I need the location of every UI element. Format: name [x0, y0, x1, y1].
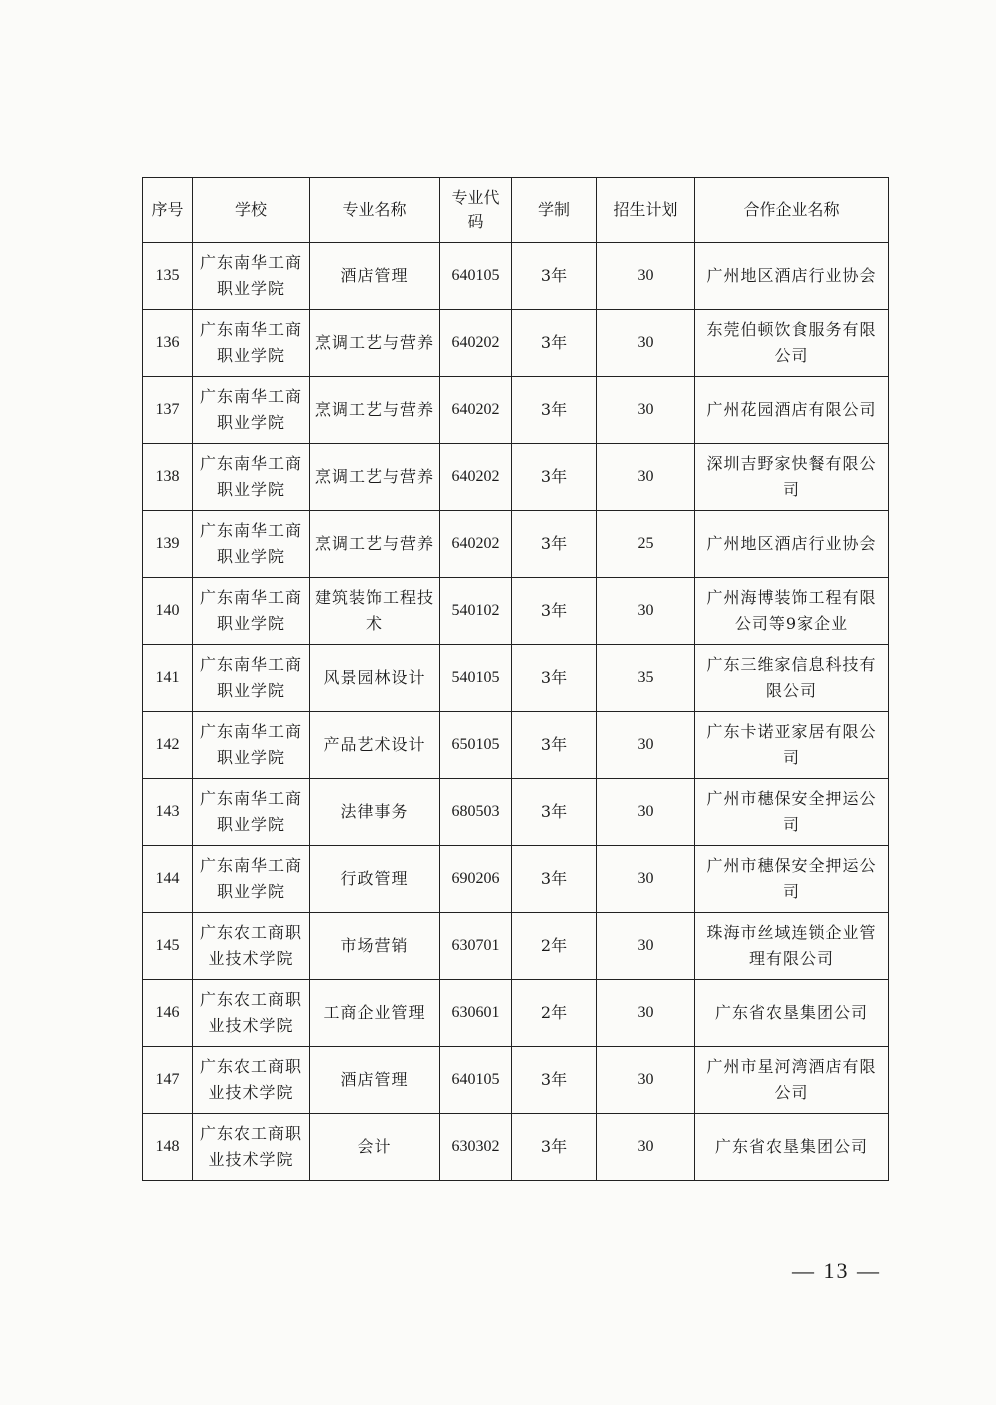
plan-cell: 25	[597, 511, 695, 578]
header-major: 专业名称	[310, 178, 440, 243]
school-cell: 广东南华工商职业学院	[193, 444, 310, 511]
plan-cell: 30	[597, 980, 695, 1047]
duration-cell: 3年	[512, 1047, 597, 1114]
school-cell: 广东农工商职业技术学院	[193, 1047, 310, 1114]
enrollment-table	[142, 177, 889, 1181]
duration-cell: 3年	[512, 1114, 597, 1181]
partner-cell: 东莞伯顿饮食服务有限公司	[695, 310, 889, 377]
major-cell: 风景园林设计	[310, 645, 440, 712]
duration-cell: 3年	[512, 310, 597, 377]
partner-cell: 深圳吉野家快餐有限公司	[695, 444, 889, 511]
duration-cell: 3年	[512, 444, 597, 511]
partner-cell: 广州海博装饰工程有限公司等9家企业	[695, 578, 889, 645]
partner-cell: 广州地区酒店行业协会	[695, 243, 889, 310]
school-cell: 广东农工商职业技术学院	[193, 913, 310, 980]
serial-cell: 136	[143, 310, 193, 377]
major-cell: 工商企业管理	[310, 980, 440, 1047]
partner-cell: 广州市穗保安全押运公司	[695, 846, 889, 913]
serial-cell: 135	[143, 243, 193, 310]
serial-cell: 142	[143, 712, 193, 779]
header-serial: 序号	[143, 178, 193, 243]
duration-cell: 2年	[512, 980, 597, 1047]
code-cell: 630601	[440, 980, 512, 1047]
serial-cell: 144	[143, 846, 193, 913]
code-cell: 640202	[440, 377, 512, 444]
serial-cell: 143	[143, 779, 193, 846]
plan-cell: 30	[597, 377, 695, 444]
table-row	[143, 980, 889, 1047]
plan-cell: 30	[597, 846, 695, 913]
major-cell: 建筑装饰工程技术	[310, 578, 440, 645]
header-plan: 招生计划	[597, 178, 695, 243]
table-row	[143, 1047, 889, 1114]
partner-cell: 广东三维家信息科技有限公司	[695, 645, 889, 712]
serial-cell: 138	[143, 444, 193, 511]
school-cell: 广东南华工商职业学院	[193, 645, 310, 712]
plan-cell: 30	[597, 913, 695, 980]
table-row	[143, 310, 889, 377]
code-cell: 680503	[440, 779, 512, 846]
header-code: 专业代码	[440, 178, 512, 243]
serial-cell: 139	[143, 511, 193, 578]
code-cell: 540102	[440, 578, 512, 645]
table-body	[143, 243, 889, 1181]
table-row	[143, 1114, 889, 1181]
major-cell: 法律事务	[310, 779, 440, 846]
duration-cell: 3年	[512, 377, 597, 444]
school-cell: 广东南华工商职业学院	[193, 578, 310, 645]
code-cell: 640105	[440, 1047, 512, 1114]
school-cell: 广东南华工商职业学院	[193, 377, 310, 444]
major-cell: 行政管理	[310, 846, 440, 913]
duration-cell: 2年	[512, 913, 597, 980]
table-row	[143, 913, 889, 980]
table-row	[143, 377, 889, 444]
school-cell: 广东农工商职业技术学院	[193, 980, 310, 1047]
code-cell: 640202	[440, 444, 512, 511]
major-cell: 烹调工艺与营养	[310, 511, 440, 578]
table-row	[143, 779, 889, 846]
code-cell: 650105	[440, 712, 512, 779]
header-partner: 合作企业名称	[695, 178, 889, 243]
code-cell: 540105	[440, 645, 512, 712]
major-cell: 烹调工艺与营养	[310, 310, 440, 377]
plan-cell: 35	[597, 645, 695, 712]
plan-cell: 30	[597, 578, 695, 645]
serial-cell: 147	[143, 1047, 193, 1114]
major-cell: 产品艺术设计	[310, 712, 440, 779]
plan-cell: 30	[597, 712, 695, 779]
partner-cell: 广东卡诺亚家居有限公司	[695, 712, 889, 779]
code-cell: 640202	[440, 511, 512, 578]
duration-cell: 3年	[512, 779, 597, 846]
partner-cell: 广东省农垦集团公司	[695, 980, 889, 1047]
table-row	[143, 444, 889, 511]
serial-cell: 145	[143, 913, 193, 980]
code-cell: 640202	[440, 310, 512, 377]
plan-cell: 30	[597, 779, 695, 846]
partner-cell: 广东省农垦集团公司	[695, 1114, 889, 1181]
partner-cell: 广州市星河湾酒店有限公司	[695, 1047, 889, 1114]
header-duration: 学制	[512, 178, 597, 243]
table-row	[143, 578, 889, 645]
partner-cell: 珠海市丝域连锁企业管理有限公司	[695, 913, 889, 980]
partner-cell: 广州地区酒店行业协会	[695, 511, 889, 578]
table-row	[143, 243, 889, 310]
duration-cell: 3年	[512, 243, 597, 310]
table-row	[143, 846, 889, 913]
major-cell: 市场营销	[310, 913, 440, 980]
school-cell: 广东南华工商职业学院	[193, 712, 310, 779]
plan-cell: 30	[597, 310, 695, 377]
table-header-row	[143, 178, 889, 243]
plan-cell: 30	[597, 1114, 695, 1181]
plan-cell: 30	[597, 1047, 695, 1114]
major-cell: 会计	[310, 1114, 440, 1181]
plan-cell: 30	[597, 243, 695, 310]
major-cell: 烹调工艺与营养	[310, 377, 440, 444]
code-cell: 640105	[440, 243, 512, 310]
code-cell: 630701	[440, 913, 512, 980]
major-cell: 烹调工艺与营养	[310, 444, 440, 511]
school-cell: 广东南华工商职业学院	[193, 243, 310, 310]
serial-cell: 141	[143, 645, 193, 712]
school-cell: 广东南华工商职业学院	[193, 846, 310, 913]
major-cell: 酒店管理	[310, 243, 440, 310]
duration-cell: 3年	[512, 511, 597, 578]
duration-cell: 3年	[512, 846, 597, 913]
serial-cell: 148	[143, 1114, 193, 1181]
partner-cell: 广州花园酒店有限公司	[695, 377, 889, 444]
school-cell: 广东南华工商职业学院	[193, 310, 310, 377]
duration-cell: 3年	[512, 578, 597, 645]
code-cell: 630302	[440, 1114, 512, 1181]
code-cell: 690206	[440, 846, 512, 913]
duration-cell: 3年	[512, 645, 597, 712]
serial-cell: 137	[143, 377, 193, 444]
duration-cell: 3年	[512, 712, 597, 779]
table-row	[143, 645, 889, 712]
partner-cell: 广州市穗保安全押运公司	[695, 779, 889, 846]
major-cell: 酒店管理	[310, 1047, 440, 1114]
school-cell: 广东南华工商职业学院	[193, 779, 310, 846]
school-cell: 广东农工商职业技术学院	[193, 1114, 310, 1181]
serial-cell: 146	[143, 980, 193, 1047]
plan-cell: 30	[597, 444, 695, 511]
school-cell: 广东南华工商职业学院	[193, 511, 310, 578]
serial-cell: 140	[143, 578, 193, 645]
table-row	[143, 712, 889, 779]
header-school: 学校	[193, 178, 310, 243]
table-row	[143, 511, 889, 578]
page-number: — 13 —	[792, 1258, 881, 1283]
